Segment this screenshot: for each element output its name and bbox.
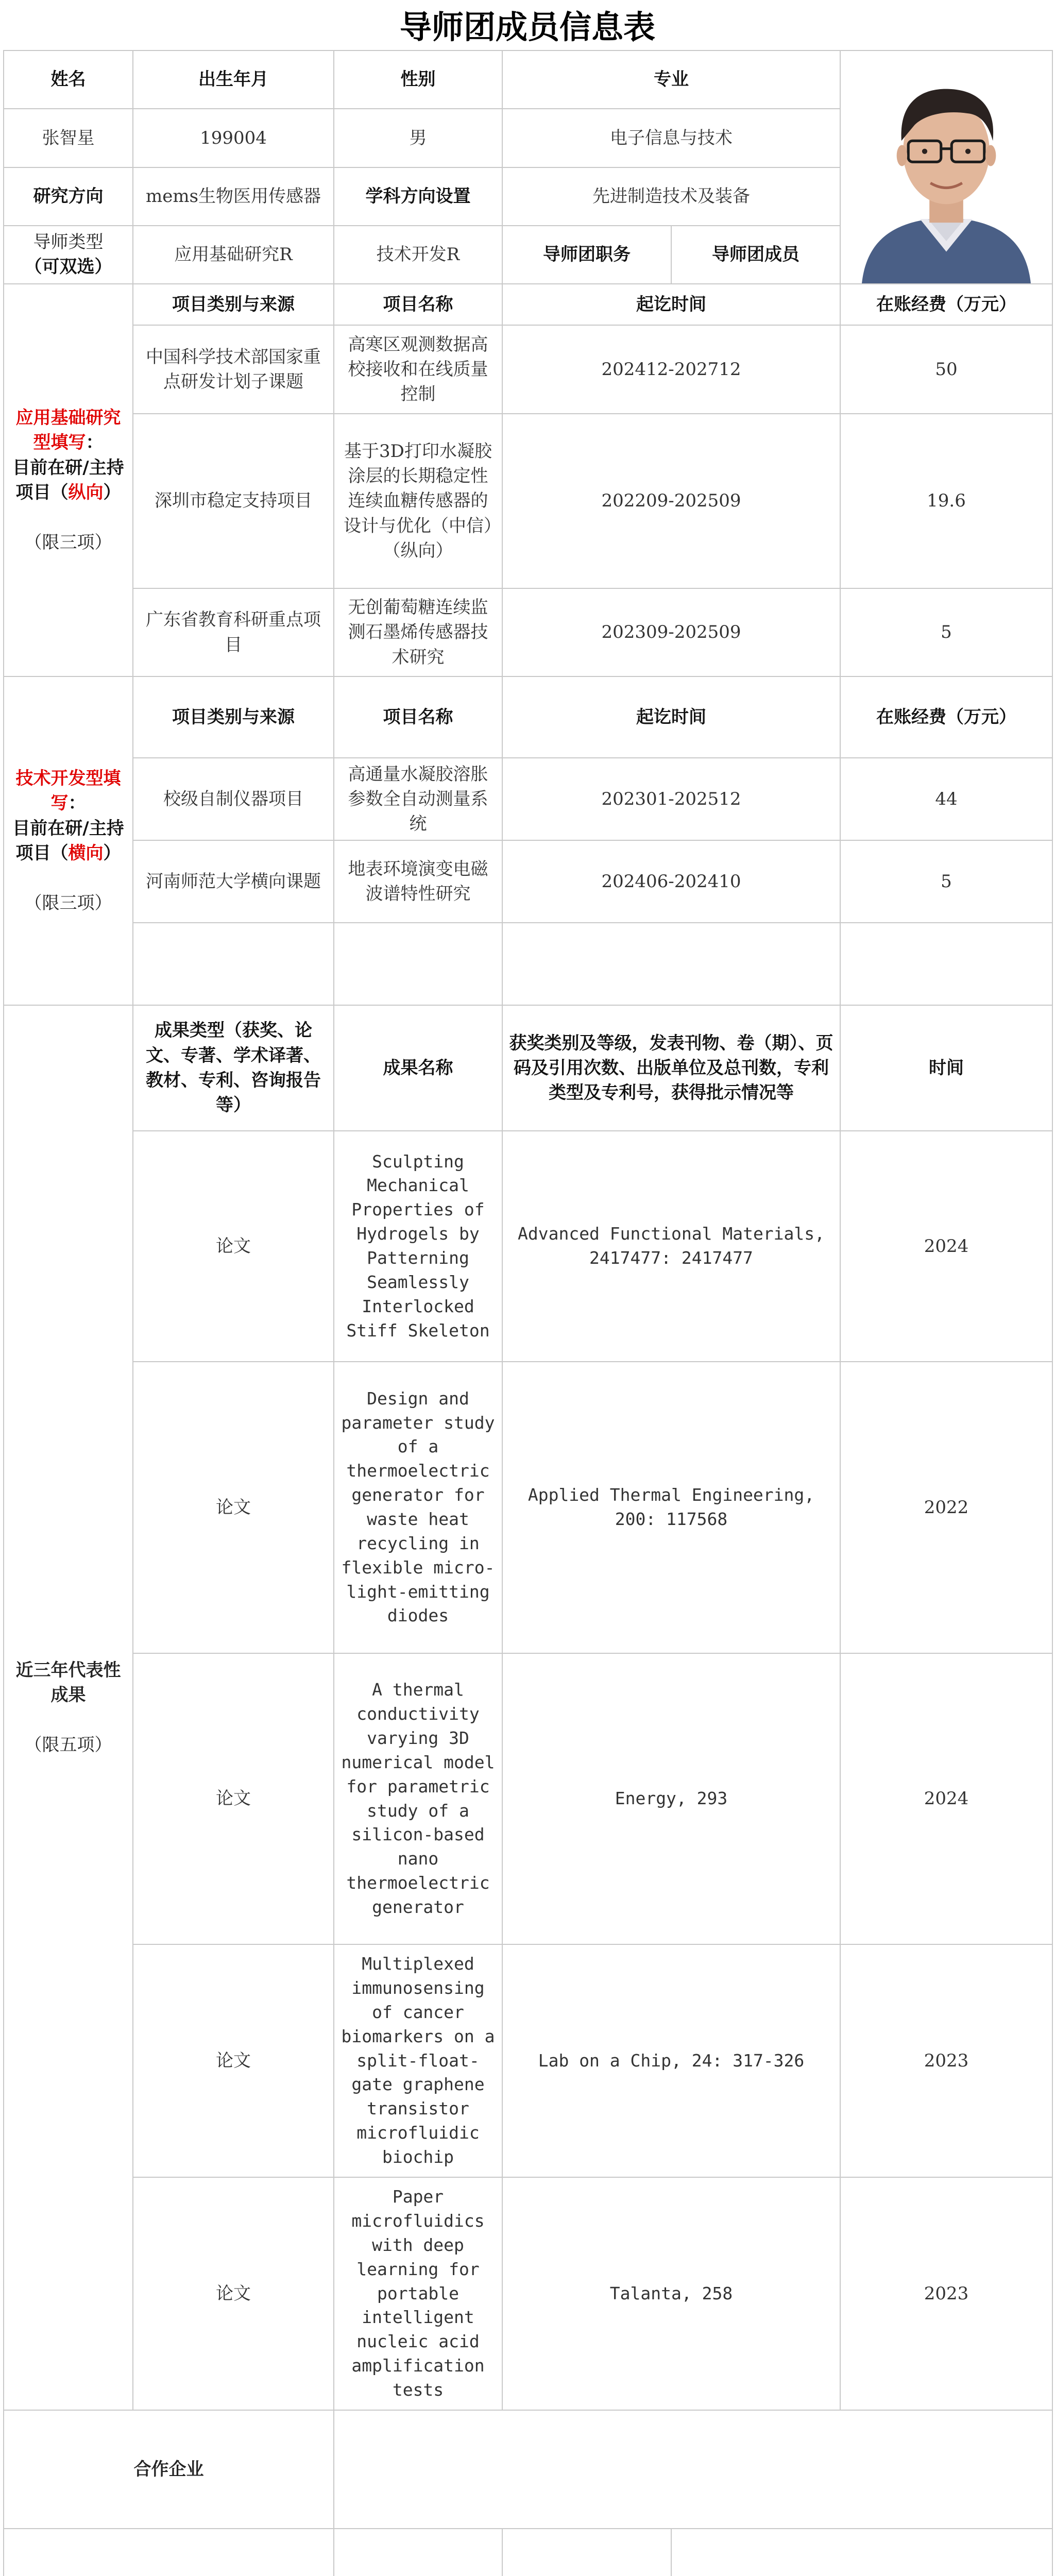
achievements-header-name: 成果名称: [334, 1005, 502, 1131]
table-row: [4, 1362, 1052, 1653]
research-label: 研究方向: [4, 167, 133, 226]
table-row: [4, 840, 1052, 923]
achievement-2-type[interactable]: 论文: [133, 1362, 334, 1653]
achievement-1-name[interactable]: Sculpting Mechanical Properties of Hydrogels by Patterning Seamlessly Interlocked Stiff Skeleton: [334, 1131, 502, 1362]
achievements-header-detail: 获奖类别及等级，发表刊物、卷（期）、页码及引用次数、出版单位及总刊数，专利类型及专利号，获得批示情况等: [502, 1005, 840, 1131]
tech-title-black: 目前在研/主持项目（: [12, 818, 124, 863]
major-label: 专业: [502, 50, 840, 109]
type-label-main: 导师类型: [33, 232, 104, 253]
achievement-1-detail[interactable]: Advanced Functional Materials, 2417477: 2417477: [502, 1131, 840, 1362]
applied-header-period: 起讫时间: [502, 284, 840, 325]
discipline-value[interactable]: 先进制造技术及装备: [502, 167, 840, 226]
name-value[interactable]: 张智星: [4, 109, 133, 167]
applied-limit: （限三项）: [24, 532, 112, 553]
table-row: [4, 1131, 1052, 1362]
type-label: [4, 226, 133, 284]
achievement-4-name[interactable]: Multiplexed immunosensing of cancer biomarkers on a split-float-gate graphene transistor microfluidic biochip: [334, 1944, 502, 2177]
achievements-header-time: 时间: [840, 1005, 1052, 1131]
tech-row-2-name[interactable]: 地表环境演变电磁波谱特性研究: [334, 840, 502, 923]
table-row: [4, 1944, 1052, 2177]
applied-section-label: [4, 284, 133, 676]
tech-title-close: ）: [103, 843, 121, 863]
tech-title-red: 技术开发型填写: [15, 768, 121, 814]
gender-value[interactable]: 男: [334, 109, 502, 167]
tech-row-1-source[interactable]: 校级自制仪器项目: [133, 758, 334, 840]
achievement-2-time[interactable]: 2022: [840, 1362, 1052, 1653]
tech-header-period: 起讫时间: [502, 676, 840, 758]
tech-row-2-source[interactable]: 河南师范大学横向课题: [133, 840, 334, 923]
achievements-title: 近三年代表性成果: [15, 1659, 121, 1706]
type-label-note: （可双选）: [24, 257, 112, 278]
achievement-4-detail[interactable]: Lab on a Chip, 24: 317-326: [502, 1944, 840, 2177]
tech-row-3-name[interactable]: [334, 923, 502, 1005]
type-option-applied[interactable]: 应用基础研究R: [133, 226, 334, 284]
applied-row-2-period[interactable]: 202209-202509: [502, 414, 840, 588]
tech-header-source: 项目类别与来源: [133, 676, 334, 758]
achievements-header-type: 成果类型（获奖、论文、专著、学术译著、教材、专利、咨询报告等）: [133, 1005, 334, 1131]
table-row: [4, 325, 1052, 414]
applied-row-3-funds[interactable]: 5: [840, 588, 1052, 676]
achievement-1-time[interactable]: 2024: [840, 1131, 1052, 1362]
applied-title-red: 应用基础研究型填写: [15, 408, 121, 453]
tech-row-3-source[interactable]: [133, 923, 334, 1005]
graduates-header-name: [334, 2529, 502, 2576]
applied-header-funds: 在账经费（万元）: [840, 284, 1052, 325]
tech-section-label: [4, 676, 133, 1005]
applied-title-direction: 纵向: [68, 482, 104, 503]
gender-label: 性别: [334, 50, 502, 109]
achievement-5-time[interactable]: 2023: [840, 2177, 1052, 2410]
applied-row-2-source[interactable]: 深圳市稳定支持项目: [133, 414, 334, 588]
enterprise-value[interactable]: [334, 2410, 1052, 2529]
applied-header-source: 项目类别与来源: [133, 284, 334, 325]
tech-row-3-funds[interactable]: [840, 923, 1052, 1005]
tech-row-1-period[interactable]: 202301-202512: [502, 758, 840, 840]
achievement-2-detail[interactable]: Applied Thermal Engineering, 200: 117568: [502, 1362, 840, 1653]
tech-row-2-period[interactable]: 202406-202410: [502, 840, 840, 923]
graduates-header-year: [502, 2529, 671, 2576]
applied-title-colon: ：: [86, 432, 104, 453]
applied-row-1-source[interactable]: 中国科学技术部国家重点研发计划子课题: [133, 325, 334, 414]
achievement-4-type[interactable]: 论文: [133, 1944, 334, 2177]
achievement-5-detail[interactable]: Talanta, 258: [502, 2177, 840, 2410]
achievements-limit: （限五项）: [24, 1734, 112, 1755]
achievement-3-type[interactable]: 论文: [133, 1653, 334, 1944]
portrait-photo-icon: [841, 51, 1052, 283]
tech-header-funds: 在账经费（万元）: [840, 676, 1052, 758]
name-label: 姓名: [4, 50, 133, 109]
role-value[interactable]: 导师团成员: [671, 226, 840, 284]
research-value[interactable]: mems生物医用传感器: [133, 167, 334, 226]
birth-label: 出生年月: [133, 50, 334, 109]
birth-value[interactable]: 199004: [133, 109, 334, 167]
type-option-tech[interactable]: 技术开发R: [334, 226, 502, 284]
applied-row-3-source[interactable]: 广东省教育科研重点项目: [133, 588, 334, 676]
discipline-label: 学科方向设置: [334, 167, 502, 226]
applied-header-name: 项目名称: [334, 284, 502, 325]
table-row: [4, 2177, 1052, 2410]
applied-title-black: 目前在研/主持项目（: [12, 457, 124, 503]
achievement-3-detail[interactable]: Energy, 293: [502, 1653, 840, 1944]
achievement-3-name[interactable]: A thermal conductivity varying 3D numerical model for parametric study of a silicon-based nano thermoelectric generator: [334, 1653, 502, 1944]
achievement-2-name[interactable]: Design and parameter study of a thermoelectric generator for waste heat recycling in flexible micro-light-emitting diodes: [334, 1362, 502, 1653]
applied-row-1-funds[interactable]: 50: [840, 325, 1052, 414]
enterprise-label: 合作企业: [4, 2410, 334, 2529]
table-row: [4, 1653, 1052, 1944]
role-label: 导师团职务: [502, 226, 671, 284]
tech-title-direction: 横向: [68, 843, 104, 863]
table-row: [4, 414, 1052, 588]
achievement-3-time[interactable]: 2024: [840, 1653, 1052, 1944]
applied-title-close: ）: [103, 482, 121, 503]
tech-row-1-name[interactable]: 高通量水凝胶溶胀参数全自动测量系统: [334, 758, 502, 840]
table-row: [4, 758, 1052, 840]
achievement-5-type[interactable]: 论文: [133, 2177, 334, 2410]
achievement-4-time[interactable]: 2023: [840, 1944, 1052, 2177]
applied-row-2-funds[interactable]: 19.6: [840, 414, 1052, 588]
table-row: [4, 588, 1052, 676]
table-row: [4, 923, 1052, 1005]
applied-row-1-period[interactable]: 202412-202712: [502, 325, 840, 414]
applied-row-3-name[interactable]: 无创葡萄糖连续监测石墨烯传感器技术研究: [334, 588, 502, 676]
tech-title-colon: ：: [68, 793, 86, 814]
achievement-1-type[interactable]: 论文: [133, 1131, 334, 1362]
tech-row-3-period[interactable]: [502, 923, 840, 1005]
page-title: 导师团成员信息表: [399, 8, 655, 46]
tech-row-2-funds[interactable]: 5: [840, 840, 1052, 923]
achievement-5-name[interactable]: Paper microfluidics with deep learning for portable intelligent nucleic acid amplification tests: [334, 2177, 502, 2410]
graduates-header-destination: [671, 2529, 1052, 2576]
photo-cell: [840, 50, 1052, 284]
major-value[interactable]: 电子信息与技术: [502, 109, 840, 167]
tech-limit: （限三项）: [24, 892, 112, 913]
applied-row-2-name[interactable]: 基于3D打印水凝胶涂层的长期稳定性连续血糖传感器的设计与优化（中信）（纵向）: [334, 414, 502, 588]
applied-row-3-period[interactable]: 202309-202509: [502, 588, 840, 676]
tech-header-name: 项目名称: [334, 676, 502, 758]
applied-row-1-name[interactable]: 高寒区观测数据高校接收和在线质量控制: [334, 325, 502, 414]
achievements-section-label: [4, 1005, 133, 2410]
graduates-label: [4, 2529, 334, 2576]
tech-row-1-funds[interactable]: 44: [840, 758, 1052, 840]
member-info-table: [3, 50, 1053, 2576]
